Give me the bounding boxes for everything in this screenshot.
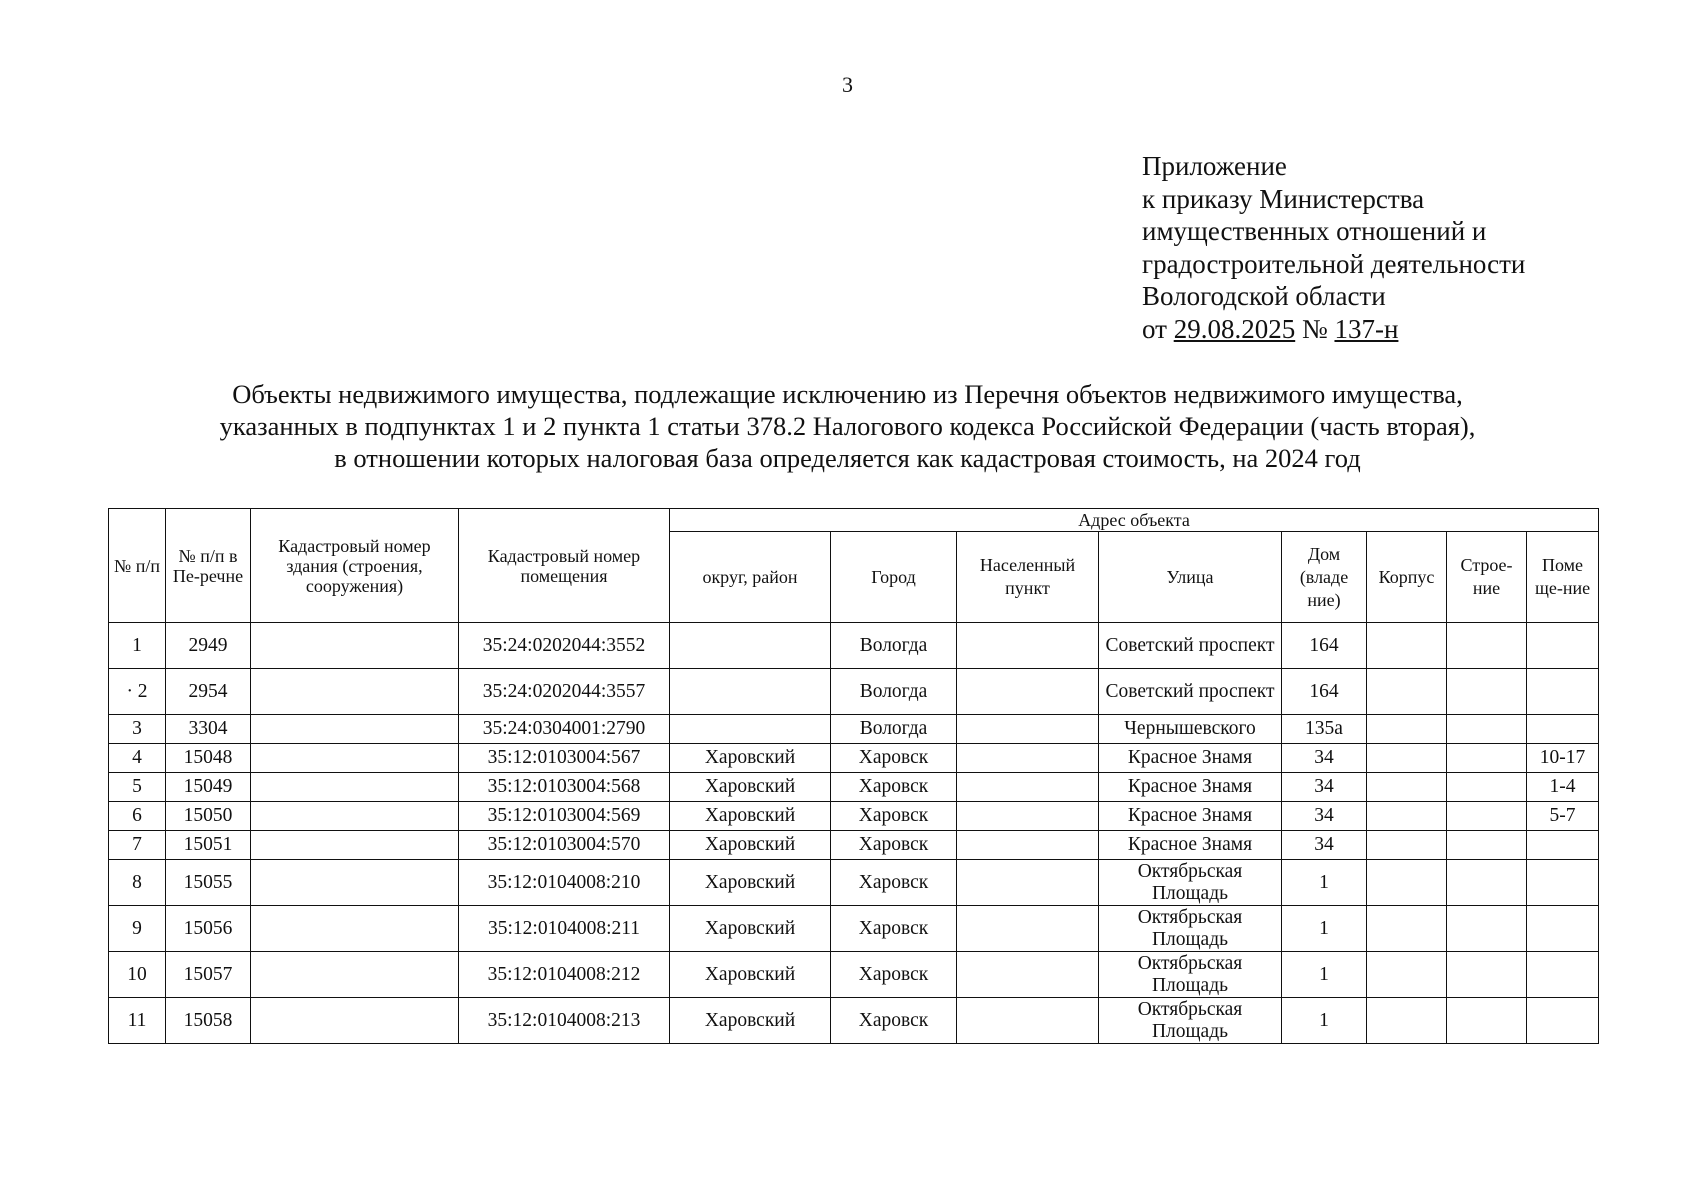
cell-korpus (1367, 623, 1447, 669)
cell-settlement (957, 952, 1099, 998)
header-num: № п/п (109, 509, 166, 623)
cell-num: 6 (109, 802, 166, 831)
cell-district (670, 715, 831, 744)
cell-street: Красное Знамя (1099, 744, 1282, 773)
cell-settlement (957, 744, 1099, 773)
cell-korpus (1367, 906, 1447, 952)
appendix-date-line (1142, 313, 1525, 346)
appendix-line: градостроительной деятельности (1142, 248, 1526, 279)
header-street: Улица (1099, 532, 1282, 623)
cell-stroenie (1447, 831, 1527, 860)
cell-city: Харовск (831, 744, 957, 773)
title-line: указанных в подпунктах 1 и 2 пункта 1 статьи 378.2 Налогового кодекса Российской Федерации (часть вторая), (219, 411, 1476, 441)
cell-house: 164 (1282, 669, 1367, 715)
cell-stroenie (1447, 802, 1527, 831)
cell-street: Советский проспект (1099, 623, 1282, 669)
cell-building-cadastral (251, 831, 459, 860)
cell-num: 8 (109, 860, 166, 906)
cell-district: Харовский (670, 831, 831, 860)
table-row (109, 715, 1599, 744)
property-table (108, 508, 1599, 1044)
cell-stroenie (1447, 623, 1527, 669)
cell-city: Харовск (831, 802, 957, 831)
cell-list-num: 15056 (166, 906, 251, 952)
cell-settlement (957, 802, 1099, 831)
cell-room-cadastral: 35:12:0103004:570 (459, 831, 670, 860)
cell-korpus (1367, 773, 1447, 802)
cell-list-num: 15049 (166, 773, 251, 802)
cell-house: 135а (1282, 715, 1367, 744)
order-date: 29.08.2025 (1173, 313, 1296, 344)
cell-house: 1 (1282, 952, 1367, 998)
cell-building-cadastral (251, 860, 459, 906)
cell-room-cadastral: 35:24:0304001:2790 (459, 715, 670, 744)
appendix-line: Приложение (1142, 151, 1287, 181)
cell-stroenie (1447, 998, 1527, 1044)
cell-korpus (1367, 952, 1447, 998)
cell-korpus (1367, 669, 1447, 715)
table-row (109, 860, 1599, 906)
table-row (109, 802, 1599, 831)
cell-pomeshchenie (1527, 906, 1599, 952)
cell-korpus (1367, 744, 1447, 773)
cell-building-cadastral (251, 715, 459, 744)
cell-district: Харовский (670, 744, 831, 773)
cell-district: Харовский (670, 860, 831, 906)
cell-settlement (957, 906, 1099, 952)
cell-num: 4 (109, 744, 166, 773)
cell-house: 34 (1282, 831, 1367, 860)
cell-korpus (1367, 860, 1447, 906)
cell-house: 1 (1282, 998, 1367, 1044)
cell-building-cadastral (251, 744, 459, 773)
cell-pomeshchenie: 10-17 (1527, 744, 1599, 773)
date-prefix: от (1142, 313, 1167, 344)
cell-stroenie (1447, 952, 1527, 998)
header-korpus: Корпус (1367, 532, 1447, 623)
cell-room-cadastral: 35:12:0104008:211 (459, 906, 670, 952)
cell-list-num: 15048 (166, 744, 251, 773)
cell-korpus (1367, 998, 1447, 1044)
cell-street: Октябрьская Площадь (1099, 906, 1282, 952)
cell-list-num: 2949 (166, 623, 251, 669)
cell-room-cadastral: 35:12:0103004:568 (459, 773, 670, 802)
title-line: в отношении которых налоговая база определяется как кадастровая стоимость, на 2024 год (334, 443, 1361, 473)
table-row (109, 744, 1599, 773)
cell-num: 9 (109, 906, 166, 952)
cell-settlement (957, 715, 1099, 744)
cell-list-num: 15058 (166, 998, 251, 1044)
appendix-line: к приказу Министерства (1142, 183, 1425, 214)
cell-house: 1 (1282, 906, 1367, 952)
cell-building-cadastral (251, 906, 459, 952)
cell-district: Харовский (670, 998, 831, 1044)
cell-list-num: 15051 (166, 831, 251, 860)
cell-house: 1 (1282, 860, 1367, 906)
cell-pomeshchenie (1527, 860, 1599, 906)
cell-korpus (1367, 802, 1447, 831)
cell-street: Октябрьская Площадь (1099, 998, 1282, 1044)
cell-list-num: 15050 (166, 802, 251, 831)
cell-settlement (957, 773, 1099, 802)
cell-street: Октябрьская Площадь (1099, 860, 1282, 906)
table-row (109, 906, 1599, 952)
cell-district (670, 669, 831, 715)
cell-stroenie (1447, 744, 1527, 773)
header-list-num: № п/п в Пе-речне (166, 509, 251, 623)
cell-stroenie (1447, 906, 1527, 952)
cell-pomeshchenie (1527, 669, 1599, 715)
header-settlement: Населенный пункт (957, 532, 1099, 623)
title-line: Объекты недвижимого имущества, подлежащие исключению из Перечня объектов недвижимого имущества, (232, 379, 1463, 409)
cell-pomeshchenie (1527, 998, 1599, 1044)
cell-street: Чернышевского (1099, 715, 1282, 744)
cell-city: Харовск (831, 952, 957, 998)
cell-stroenie (1447, 773, 1527, 802)
cell-room-cadastral: 35:12:0103004:569 (459, 802, 670, 831)
cell-house: 34 (1282, 744, 1367, 773)
cell-building-cadastral (251, 669, 459, 715)
table-row (109, 773, 1599, 802)
cell-room-cadastral: 35:12:0104008:210 (459, 860, 670, 906)
cell-num: 1 (109, 623, 166, 669)
cell-room-cadastral: 35:12:0103004:567 (459, 744, 670, 773)
cell-pomeshchenie (1527, 831, 1599, 860)
header-district: округ, район (670, 532, 831, 623)
appendix-line: Вологодской области (1142, 281, 1386, 311)
document-title (0, 378, 1695, 474)
cell-street: Октябрьская Площадь (1099, 952, 1282, 998)
header-pomeshchenie: Поме ще-ние (1527, 532, 1599, 623)
cell-city: Харовск (831, 831, 957, 860)
cell-num: 10 (109, 952, 166, 998)
cell-settlement (957, 831, 1099, 860)
cell-city: Харовск (831, 860, 957, 906)
header-address-group: Адрес объекта (670, 509, 1599, 532)
cell-city: Вологда (831, 715, 957, 744)
appendix-line: имущественных отношений и (1142, 216, 1487, 246)
cell-korpus (1367, 715, 1447, 744)
table-row (109, 623, 1599, 669)
cell-settlement (957, 998, 1099, 1044)
cell-street: Красное Знамя (1099, 773, 1282, 802)
table-row (109, 669, 1599, 715)
cell-house: 164 (1282, 623, 1367, 669)
cell-list-num: 3304 (166, 715, 251, 744)
cell-district: Харовский (670, 773, 831, 802)
cell-num: 5 (109, 773, 166, 802)
cell-pomeshchenie (1527, 715, 1599, 744)
cell-district: Харовский (670, 952, 831, 998)
cell-building-cadastral (251, 623, 459, 669)
header-house: Дом (владе ние) (1282, 532, 1367, 623)
table-row (109, 998, 1599, 1044)
table-row (109, 831, 1599, 860)
cell-settlement (957, 669, 1099, 715)
cell-num: · 2 (109, 669, 166, 715)
cell-building-cadastral (251, 802, 459, 831)
cell-street: Советский проспект (1099, 669, 1282, 715)
number-sign: № (1301, 313, 1328, 344)
cell-city: Харовск (831, 773, 957, 802)
cell-pomeshchenie (1527, 623, 1599, 669)
cell-house: 34 (1282, 773, 1367, 802)
cell-room-cadastral: 35:24:0202044:3552 (459, 623, 670, 669)
cell-district: Харовский (670, 906, 831, 952)
cell-city: Харовск (831, 998, 957, 1044)
cell-city: Вологда (831, 623, 957, 669)
cell-settlement (957, 860, 1099, 906)
cell-stroenie (1447, 860, 1527, 906)
cell-num: 3 (109, 715, 166, 744)
cell-building-cadastral (251, 952, 459, 998)
header-building-cadastral: Кадастровый номер здания (строения, сооружения) (251, 509, 459, 623)
cell-list-num: 15057 (166, 952, 251, 998)
header-stroenie: Строе-ние (1447, 532, 1527, 623)
cell-settlement (957, 623, 1099, 669)
header-city: Город (831, 532, 957, 623)
table-row (109, 952, 1599, 998)
cell-room-cadastral: 35:12:0104008:212 (459, 952, 670, 998)
cell-stroenie (1447, 669, 1527, 715)
cell-street: Красное Знамя (1099, 802, 1282, 831)
cell-district (670, 623, 831, 669)
header-room-cadastral: Кадастровый номер помещения (459, 509, 670, 623)
order-number: 137-н (1334, 313, 1399, 344)
cell-num: 7 (109, 831, 166, 860)
cell-city: Харовск (831, 906, 957, 952)
cell-city: Вологда (831, 669, 957, 715)
cell-pomeshchenie: 5-7 (1527, 802, 1599, 831)
cell-stroenie (1447, 715, 1527, 744)
cell-pomeshchenie (1527, 952, 1599, 998)
cell-list-num: 2954 (166, 669, 251, 715)
cell-street: Красное Знамя (1099, 831, 1282, 860)
cell-room-cadastral: 35:12:0104008:213 (459, 998, 670, 1044)
cell-korpus (1367, 831, 1447, 860)
cell-district: Харовский (670, 802, 831, 831)
cell-list-num: 15055 (166, 860, 251, 906)
cell-pomeshchenie: 1-4 (1527, 773, 1599, 802)
page-number: 3 (842, 72, 853, 97)
appendix-block (1142, 150, 1525, 345)
cell-house: 34 (1282, 802, 1367, 831)
cell-room-cadastral: 35:24:0202044:3557 (459, 669, 670, 715)
cell-building-cadastral (251, 998, 459, 1044)
cell-num: 11 (109, 998, 166, 1044)
cell-building-cadastral (251, 773, 459, 802)
